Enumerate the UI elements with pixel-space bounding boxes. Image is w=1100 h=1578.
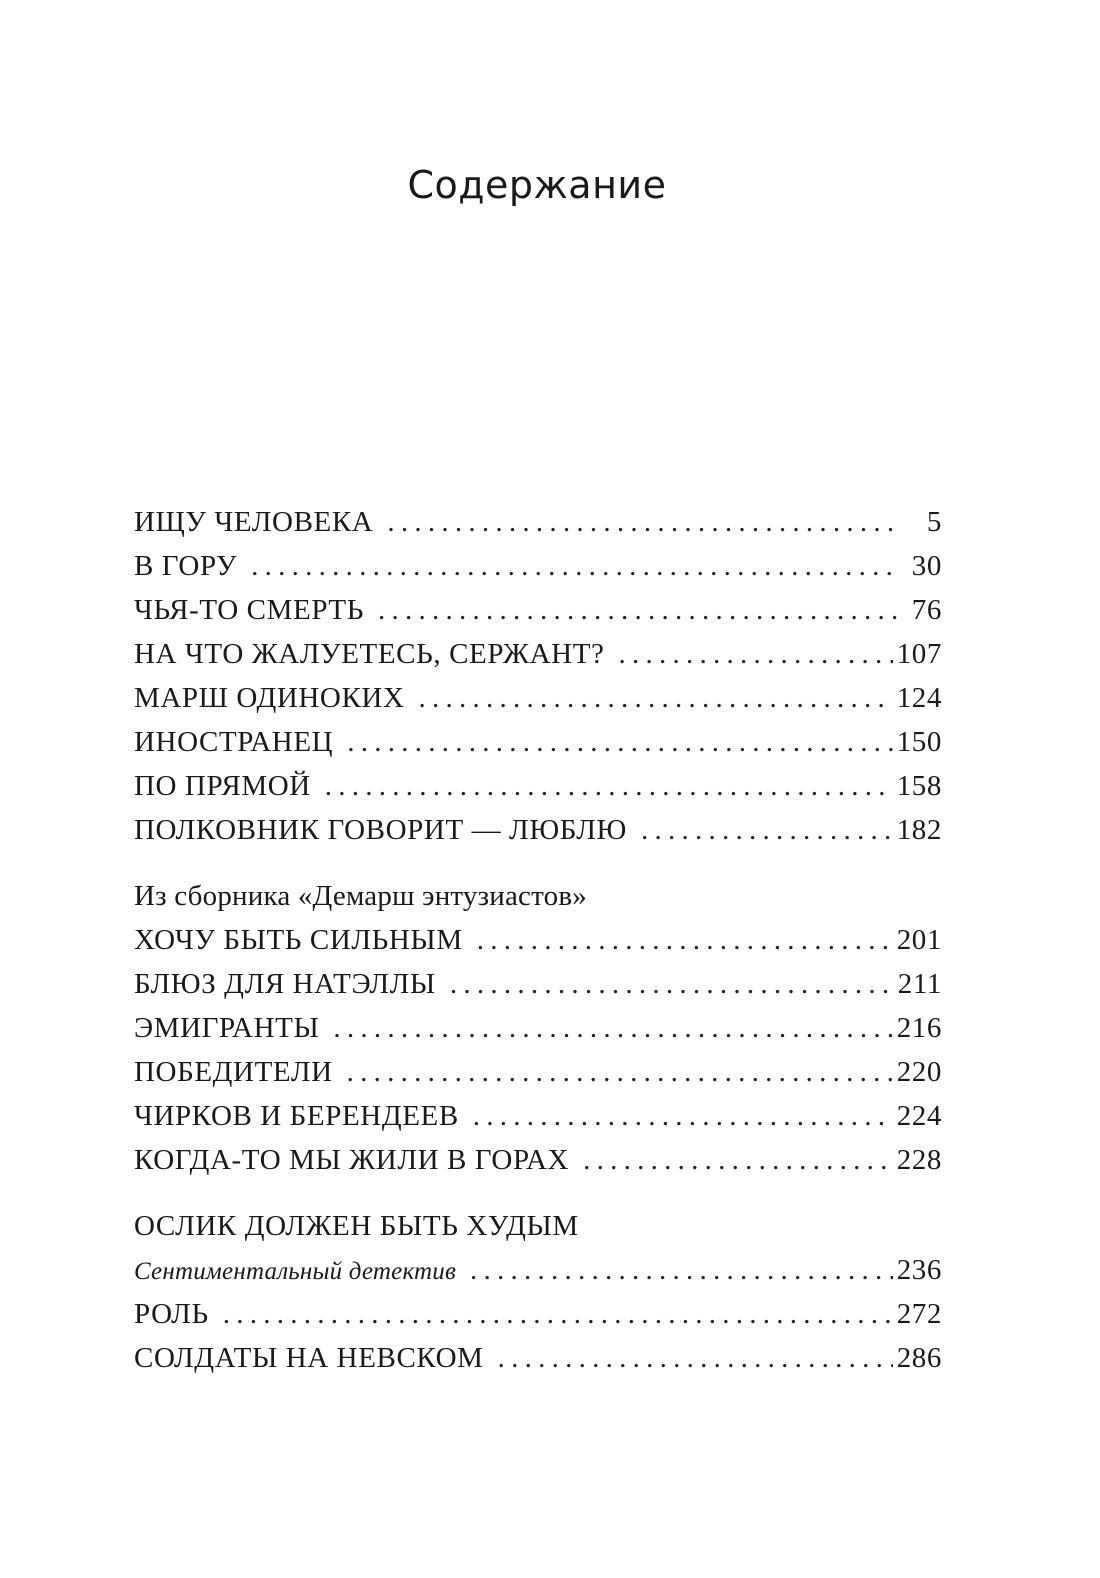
toc-entry-title: ЧИРКОВ И БЕРЕНДЕЕВ: [134, 1100, 459, 1132]
toc-entry: [134, 1336, 942, 1380]
dot-leader: [347, 1050, 893, 1094]
toc-part-2: [134, 918, 942, 1182]
dot-leader: [450, 962, 894, 1006]
toc-entry-page: 286: [896, 1342, 942, 1374]
dot-leader: [419, 676, 893, 720]
table-of-contents: [134, 500, 942, 1380]
toc-entry-title: РОЛЬ: [134, 1298, 209, 1330]
dot-leader: [378, 588, 898, 632]
toc-entry: [134, 1248, 942, 1292]
toc-entry-title: ПОБЕДИТЕЛИ: [134, 1056, 333, 1088]
toc-entry-title: КОГДА-ТО МЫ ЖИЛИ В ГОРАХ: [134, 1144, 570, 1176]
toc-entry-title: ПОЛКОВНИК ГОВОРИТ — ЛЮБЛЮ: [134, 814, 627, 846]
toc-entry-title: ХОЧУ БЫТЬ СИЛЬНЫМ: [134, 924, 463, 956]
dot-leader: [470, 1248, 893, 1292]
toc-entry-page: 228: [896, 1144, 942, 1176]
toc-entry: [134, 1138, 942, 1182]
toc-entry-page: 182: [896, 814, 942, 846]
toc-entry: [134, 1292, 942, 1336]
dot-leader: [387, 500, 898, 544]
toc-entry-page: 107: [896, 638, 942, 670]
toc-entry-page: 201: [896, 924, 942, 956]
toc-entry: [134, 808, 942, 852]
toc-entry-title: МАРШ ОДИНОКИХ: [134, 682, 405, 714]
toc-entry-page: 150: [896, 726, 942, 758]
toc-entry-page: 30: [911, 550, 942, 582]
dot-leader: [347, 720, 892, 764]
toc-entry: [134, 632, 942, 676]
toc-entry: [134, 676, 942, 720]
toc-entry: [134, 918, 942, 962]
toc-entry-page: 220: [896, 1056, 942, 1088]
toc-part-3-items: [134, 1292, 942, 1380]
toc-entry-title: ОСЛИК ДОЛЖЕН БЫТЬ ХУДЫМ: [134, 1210, 579, 1242]
toc-entry-page: 236: [896, 1254, 942, 1286]
section-heading: Из сборника «Демарш энтузиастов»: [134, 880, 587, 912]
toc-entry: [134, 1050, 942, 1094]
toc-entry-page: 211: [897, 968, 942, 1000]
dot-leader: [473, 1094, 893, 1138]
toc-part-3: [134, 1204, 942, 1380]
toc-entry: [134, 1094, 942, 1138]
toc-entry-title: ЧЬЯ-ТО СМЕРТЬ: [134, 594, 364, 626]
dot-leader: [641, 808, 893, 852]
toc-entry-title: НА ЧТО ЖАЛУЕТЕСЬ, СЕРЖАНТ?: [134, 638, 605, 670]
toc-entry: [134, 764, 942, 808]
toc-part-1: [134, 500, 942, 852]
toc-entry-page: 124: [896, 682, 942, 714]
toc-entry-page: 272: [896, 1298, 942, 1330]
dot-leader: [477, 918, 893, 962]
toc-entry: [134, 720, 942, 764]
toc-entry-title: ПО ПРЯМОЙ: [134, 770, 311, 802]
toc-entry: [134, 544, 942, 588]
toc-entry-subtitle: Сентиментальный детектив: [134, 1258, 457, 1285]
toc-entry-page: 158: [896, 770, 942, 802]
page-title: Содержание: [407, 163, 667, 207]
toc-entry: [134, 500, 942, 544]
toc-entry-page: 5: [926, 506, 942, 538]
toc-entry-title: В ГОРУ: [134, 550, 238, 582]
toc-entry-title: ИЩУ ЧЕЛОВЕКА: [134, 506, 374, 538]
dot-leader: [251, 544, 898, 588]
toc-entry-title: ЭМИГРАНТЫ: [134, 1012, 320, 1044]
toc-entry-title: БЛЮЗ ДЛЯ НАТЭЛЛЫ: [134, 968, 436, 1000]
toc-entry: [134, 962, 942, 1006]
toc-entry-page: 224: [896, 1100, 942, 1132]
toc-entry: [134, 588, 942, 632]
dot-leader: [325, 764, 893, 808]
dot-leader: [619, 632, 893, 676]
toc-entry-page: 216: [896, 1012, 942, 1044]
dot-leader: [498, 1336, 893, 1380]
dot-leader: [223, 1292, 893, 1336]
toc-entry-title: ИНОСТРАНЕЦ: [134, 726, 334, 758]
toc-entry-page: 76: [911, 594, 942, 626]
toc-entry: [134, 1006, 942, 1050]
toc-entry-title: СОЛДАТЫ НА НЕВСКОМ: [134, 1342, 484, 1374]
dot-leader: [333, 1006, 892, 1050]
dot-leader: [583, 1138, 893, 1182]
